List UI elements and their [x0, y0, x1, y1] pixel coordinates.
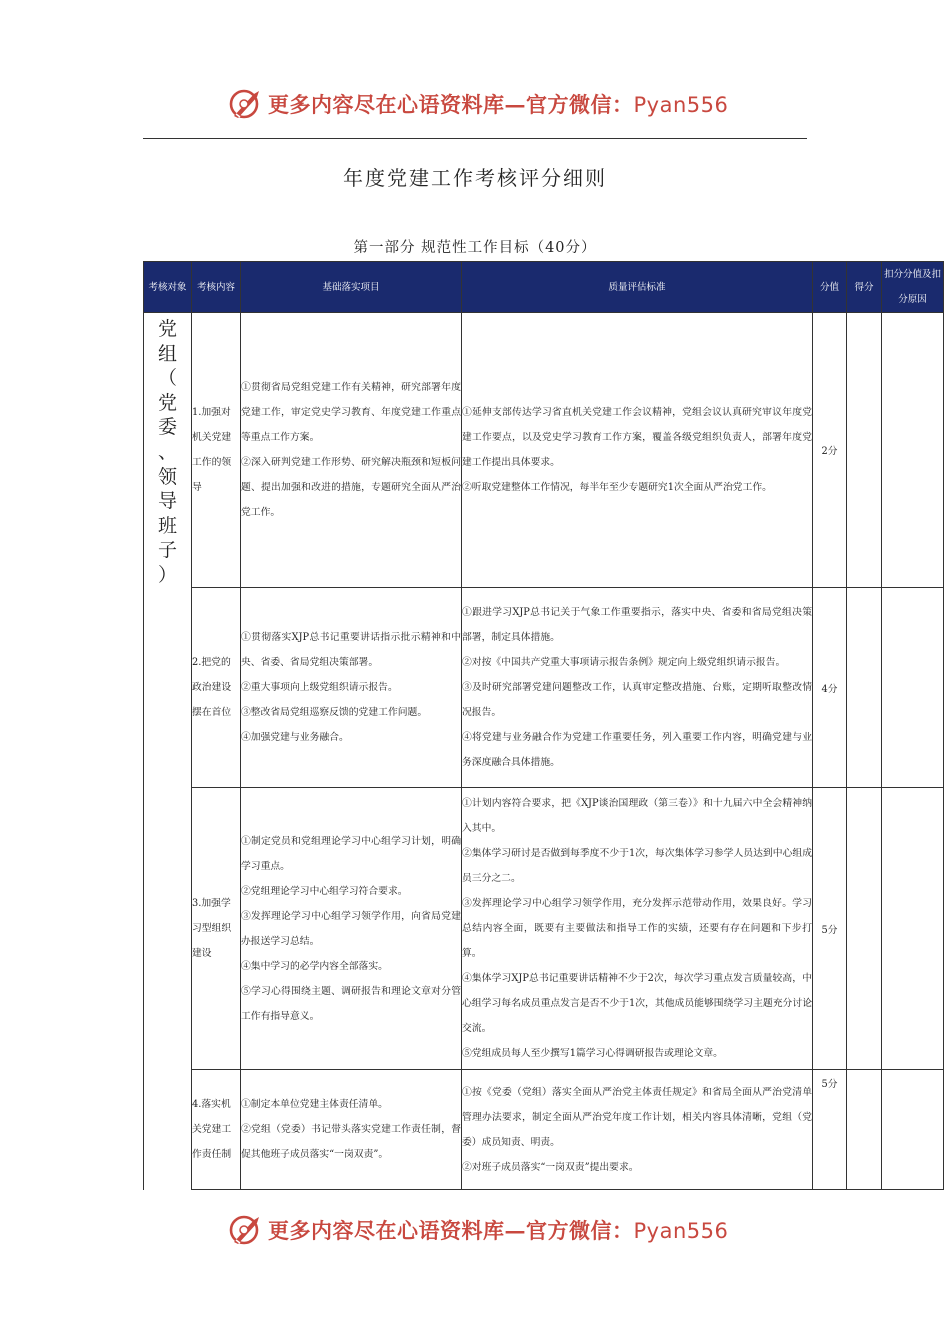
standard-cell: ①跟进学习XJP总书记关于气象工作重要指示，落实中央、省委和省局党组决策部署，制定具体措施。 ②对按《中国共产党重大事项请示报告条例》规定向上级党组织请示报告。 ③及时研究部署党建问题整改工作，认真审定整改措施、台账，定期听取整改情况报告。 ④将党建与业务融合作为党建工作重要任务，列入重要工作内容，明确党建与业务深度融合具体措施。: [462, 588, 813, 788]
earned-cell: [847, 588, 882, 788]
watermark-banner-bottom: [228, 1210, 728, 1250]
header-deduction: 扣分分值及扣分原因: [882, 262, 944, 313]
watermark-banner-top: [228, 84, 728, 124]
table-row: [144, 588, 944, 788]
header-object: 考核对象: [144, 262, 192, 313]
header-quality-standard: 质量评估标准: [462, 262, 813, 313]
content-cell: 3.加强学习型组织建设: [192, 788, 241, 1070]
scoring-table: [143, 261, 944, 1190]
standard-cell: ①按《党委（党组）落实全面从严治党主体责任规定》和省局全面从严治党清单管理办法要求，制定全面从严治党年度工作计划，相关内容具体清晰，党组（党委）成员知责、明责。 ②对班子成员落实“一岗双责”提出要求。: [462, 1070, 813, 1190]
table-header-row: [144, 262, 944, 313]
score-cell: 5分: [813, 1070, 847, 1190]
pen-logo-icon: [228, 1212, 264, 1248]
score-cell: 4分: [813, 588, 847, 788]
banner-text: 更多内容尽在心语资料库—官方微信：Pyan556: [268, 92, 729, 117]
deduction-cell: [882, 1070, 944, 1190]
deduction-cell: [882, 313, 944, 588]
content-cell: 4.落实机关党建工作责任制: [192, 1070, 241, 1190]
score-cell: 5分: [813, 788, 847, 1070]
earned-cell: [847, 313, 882, 588]
basic-items-cell: ①制定本单位党建主体责任清单。 ②党组（党委）书记带头落实党建工作责任制，督促其他班子成员落实“一岗双责”。: [241, 1070, 462, 1190]
standard-cell: ①计划内容符合要求，把《XJP谈治国理政（第三卷）》和十九届六中全会精神纳入其中。 ②集体学习研讨是否做到每季度不少于1次，每次集体学习参学人员达到中心组成员三分之二。 ③发挥理论学习中心组学习领学作用，充分发挥示范带动作用，效果良好。学习总结内容全面，既要有主要做法和指导工作的实绩，还要有存在问题和下步打算。 ④集体学习XJP总书记重要讲话精神不少于2次，每次学习重点发言质量较高，中心组学习每名成员重点发言是否不少于1次，其他成员能够围绕学习主题充分讨论交流。 ⑤党组成员每人至少撰写1篇学习心得调研报告或理论文章。: [462, 788, 813, 1070]
header-rule: [143, 138, 807, 139]
basic-items-cell: ①贯彻省局党组党建工作有关精神，研究部署年度党建工作，审定党史学习教育、年度党建工作重点等重点工作方案。 ②深入研判党建工作形势、研究解决瓶颈和短板问题、提出加强和改进的措施，专题研究全面从严治党工作。: [241, 313, 462, 588]
deduction-cell: [882, 788, 944, 1070]
table-row: [144, 788, 944, 1070]
score-cell: 2分: [813, 313, 847, 588]
basic-items-cell: ①贯彻落实XJP总书记重要讲话指示批示精神和中央、省委、省局党组决策部署。 ②重大事项向上级党组织请示报告。 ③整改省局党组巡察反馈的党建工作问题。 ④加强党建与业务融合。: [241, 588, 462, 788]
table-row: [144, 313, 944, 588]
header-score: 分值: [813, 262, 847, 313]
header-earned: 得分: [847, 262, 882, 313]
banner-text: 更多内容尽在心语资料库—官方微信：Pyan556: [268, 1218, 729, 1243]
standard-cell: ①延伸支部传达学习省直机关党建工作会议精神，党组会议认真研究审议年度党建工作要点，以及党史学习教育工作方案，覆盖各级党组织负责人，部署年度党建工作提出具体要求。 ②听取党建整体工作情况，每半年至少专题研究1次全面从严治党工作。: [462, 313, 813, 588]
deduction-cell: [882, 588, 944, 788]
content-cell: 1.加强对机关党建工作的领导: [192, 313, 241, 588]
header-basic-items: 基础落实项目: [241, 262, 462, 313]
document-title: 年度党建工作考核评分细则: [343, 166, 607, 190]
table-row: [144, 1070, 944, 1190]
content-cell: 2.把党的政治建设摆在首位: [192, 588, 241, 788]
header-content: 考核内容: [192, 262, 241, 313]
pen-logo-icon: [228, 86, 264, 122]
earned-cell: [847, 1070, 882, 1190]
section-subtitle: 第一部分 规范性工作目标（40分）: [353, 240, 597, 256]
object-label: 党 组 （ 党 委 、 领 导 班 子 ）: [157, 318, 177, 586]
earned-cell: [847, 788, 882, 1070]
basic-items-cell: ①制定党员和党组理论学习中心组学习计划，明确学习重点。 ②党组理论学习中心组学习符合要求。 ③发挥理论学习中心组学习领学作用，向省局党建办报送学习总结。 ④集中学习的必学内容全部落实。 ⑤学习心得围绕主题、调研报告和理论文章对分管工作有指导意义。: [241, 788, 462, 1070]
object-cell: [144, 313, 192, 1190]
